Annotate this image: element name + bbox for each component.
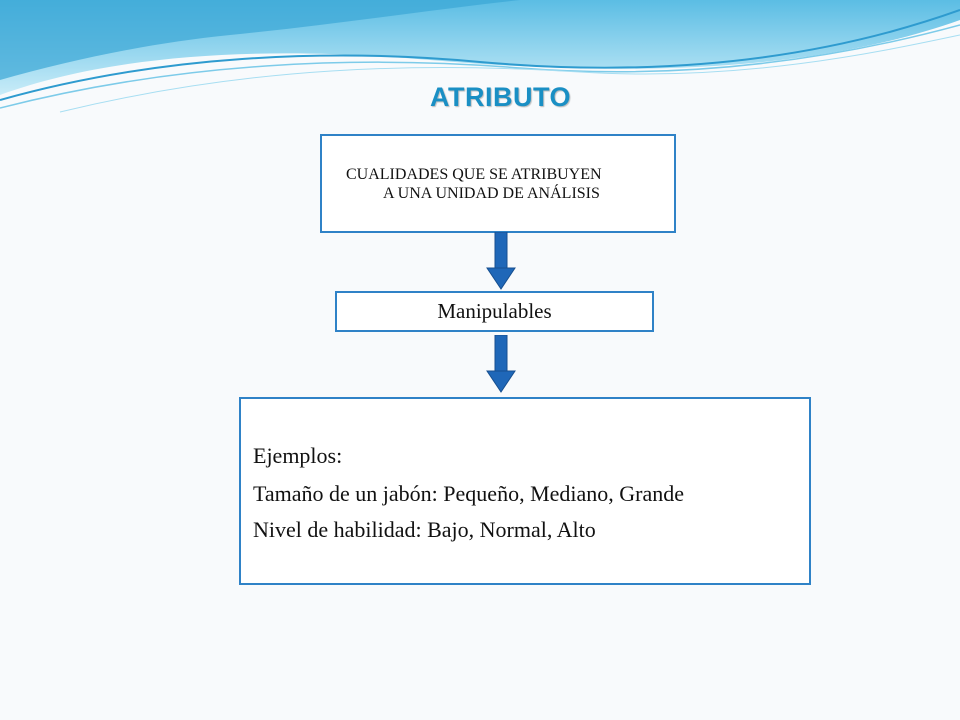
- manipulables-label: Manipulables: [437, 299, 552, 323]
- example-soap-size: Tamaño de un jabón: Pequeño, Mediano, Grande: [253, 481, 685, 506]
- manipulables-box: [335, 291, 654, 332]
- definition-box: [320, 134, 676, 233]
- definition-line-1: CUALIDADES QUE SE ATRIBUYEN: [346, 166, 602, 183]
- definition-line-2: A UNA UNIDAD DE ANÁLISIS: [383, 185, 600, 202]
- arrow-down-icon: [486, 335, 516, 393]
- examples-heading: Ejemplos:: [253, 443, 343, 468]
- page-title: ATRIBUTO: [430, 82, 571, 112]
- arrow-down-icon: [486, 232, 516, 290]
- examples-box: [239, 397, 811, 585]
- example-skill-level: Nivel de habilidad: Bajo, Normal, Alto: [253, 517, 596, 542]
